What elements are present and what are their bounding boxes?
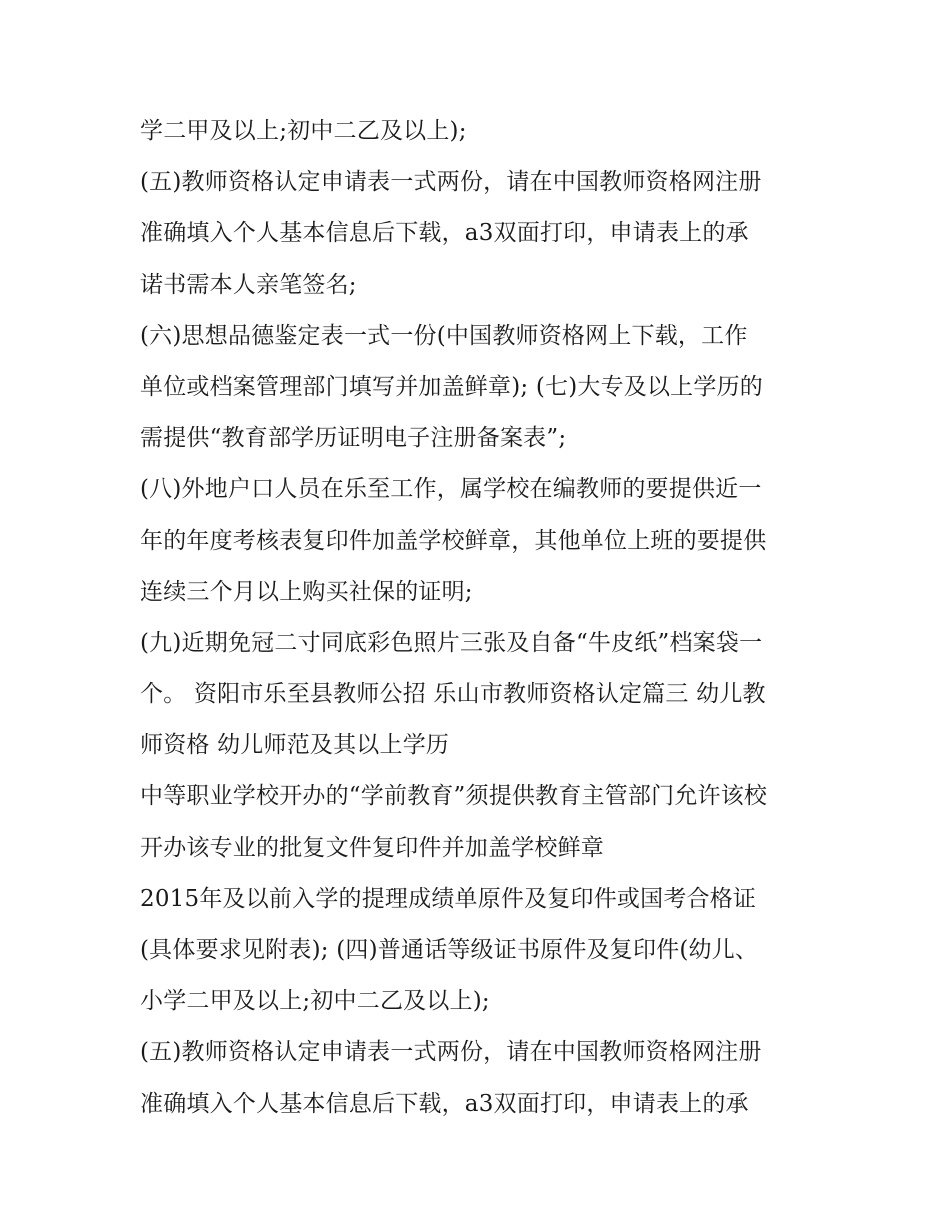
document-body [140,106,830,1130]
text-line: 小学二甲及以上;初中二乙及以上); [140,988,490,1015]
text-line: 年的年度考核表复印件加盖学校鲜章，其他单位上班的要提供 [140,527,767,554]
text-line: (八)外地户口人员在乐至工作，属学校在编教师的要提供近一 [140,476,762,503]
text-line: (五)教师资格认定申请表一式两份，请在中国教师资格网注册 [140,169,762,196]
text-line: 中等职业学校开办的“学前教育”须提供教育主管部门允许该校 [140,783,768,810]
text-line: (六)思想品德鉴定表一式一份(中国教师资格网上下载，工作 [140,322,748,349]
text-line: 个。 资阳市乐至县教师公招 乐山市教师资格认定篇三 幼儿教 [140,681,766,708]
text-line: 需提供“教育部学历证明电子注册备案表”; [140,425,567,452]
text-line: 单位或档案管理部门填写并加盖鲜章); (七)大专及以上学历的 [140,373,763,400]
text-line: (五)教师资格认定申请表一式两份，请在中国教师资格网注册 [140,1039,762,1066]
text-line: 2015年及以前入学的提理成绩单原件及复印件或国考合格证 [140,885,757,912]
text-line: 开办该专业的批复文件复印件并加盖学校鲜章 [140,834,604,861]
text-line: 师资格 幼儿师范及其以上学历 [140,732,450,759]
text-line: (九)近期免冠二寸同底彩色照片三张及自备“牛皮纸”档案袋一 [140,629,763,656]
text-line: (具体要求见附表); (四)普通话等级证书原件及复印件(幼儿、 [140,937,759,963]
text-line: 准确填入个人基本信息后下载，a3双面打印，申请表上的承 [140,220,749,247]
text-line: 学二甲及以上;初中二乙及以上); [140,118,467,144]
text-line: 连续三个月以上购买社保的证明; [140,578,473,605]
text-line: 诺书需本人亲笔签名; [140,271,357,298]
text-line: 准确填入个人基本信息后下载，a3双面打印，申请表上的承 [140,1090,749,1117]
